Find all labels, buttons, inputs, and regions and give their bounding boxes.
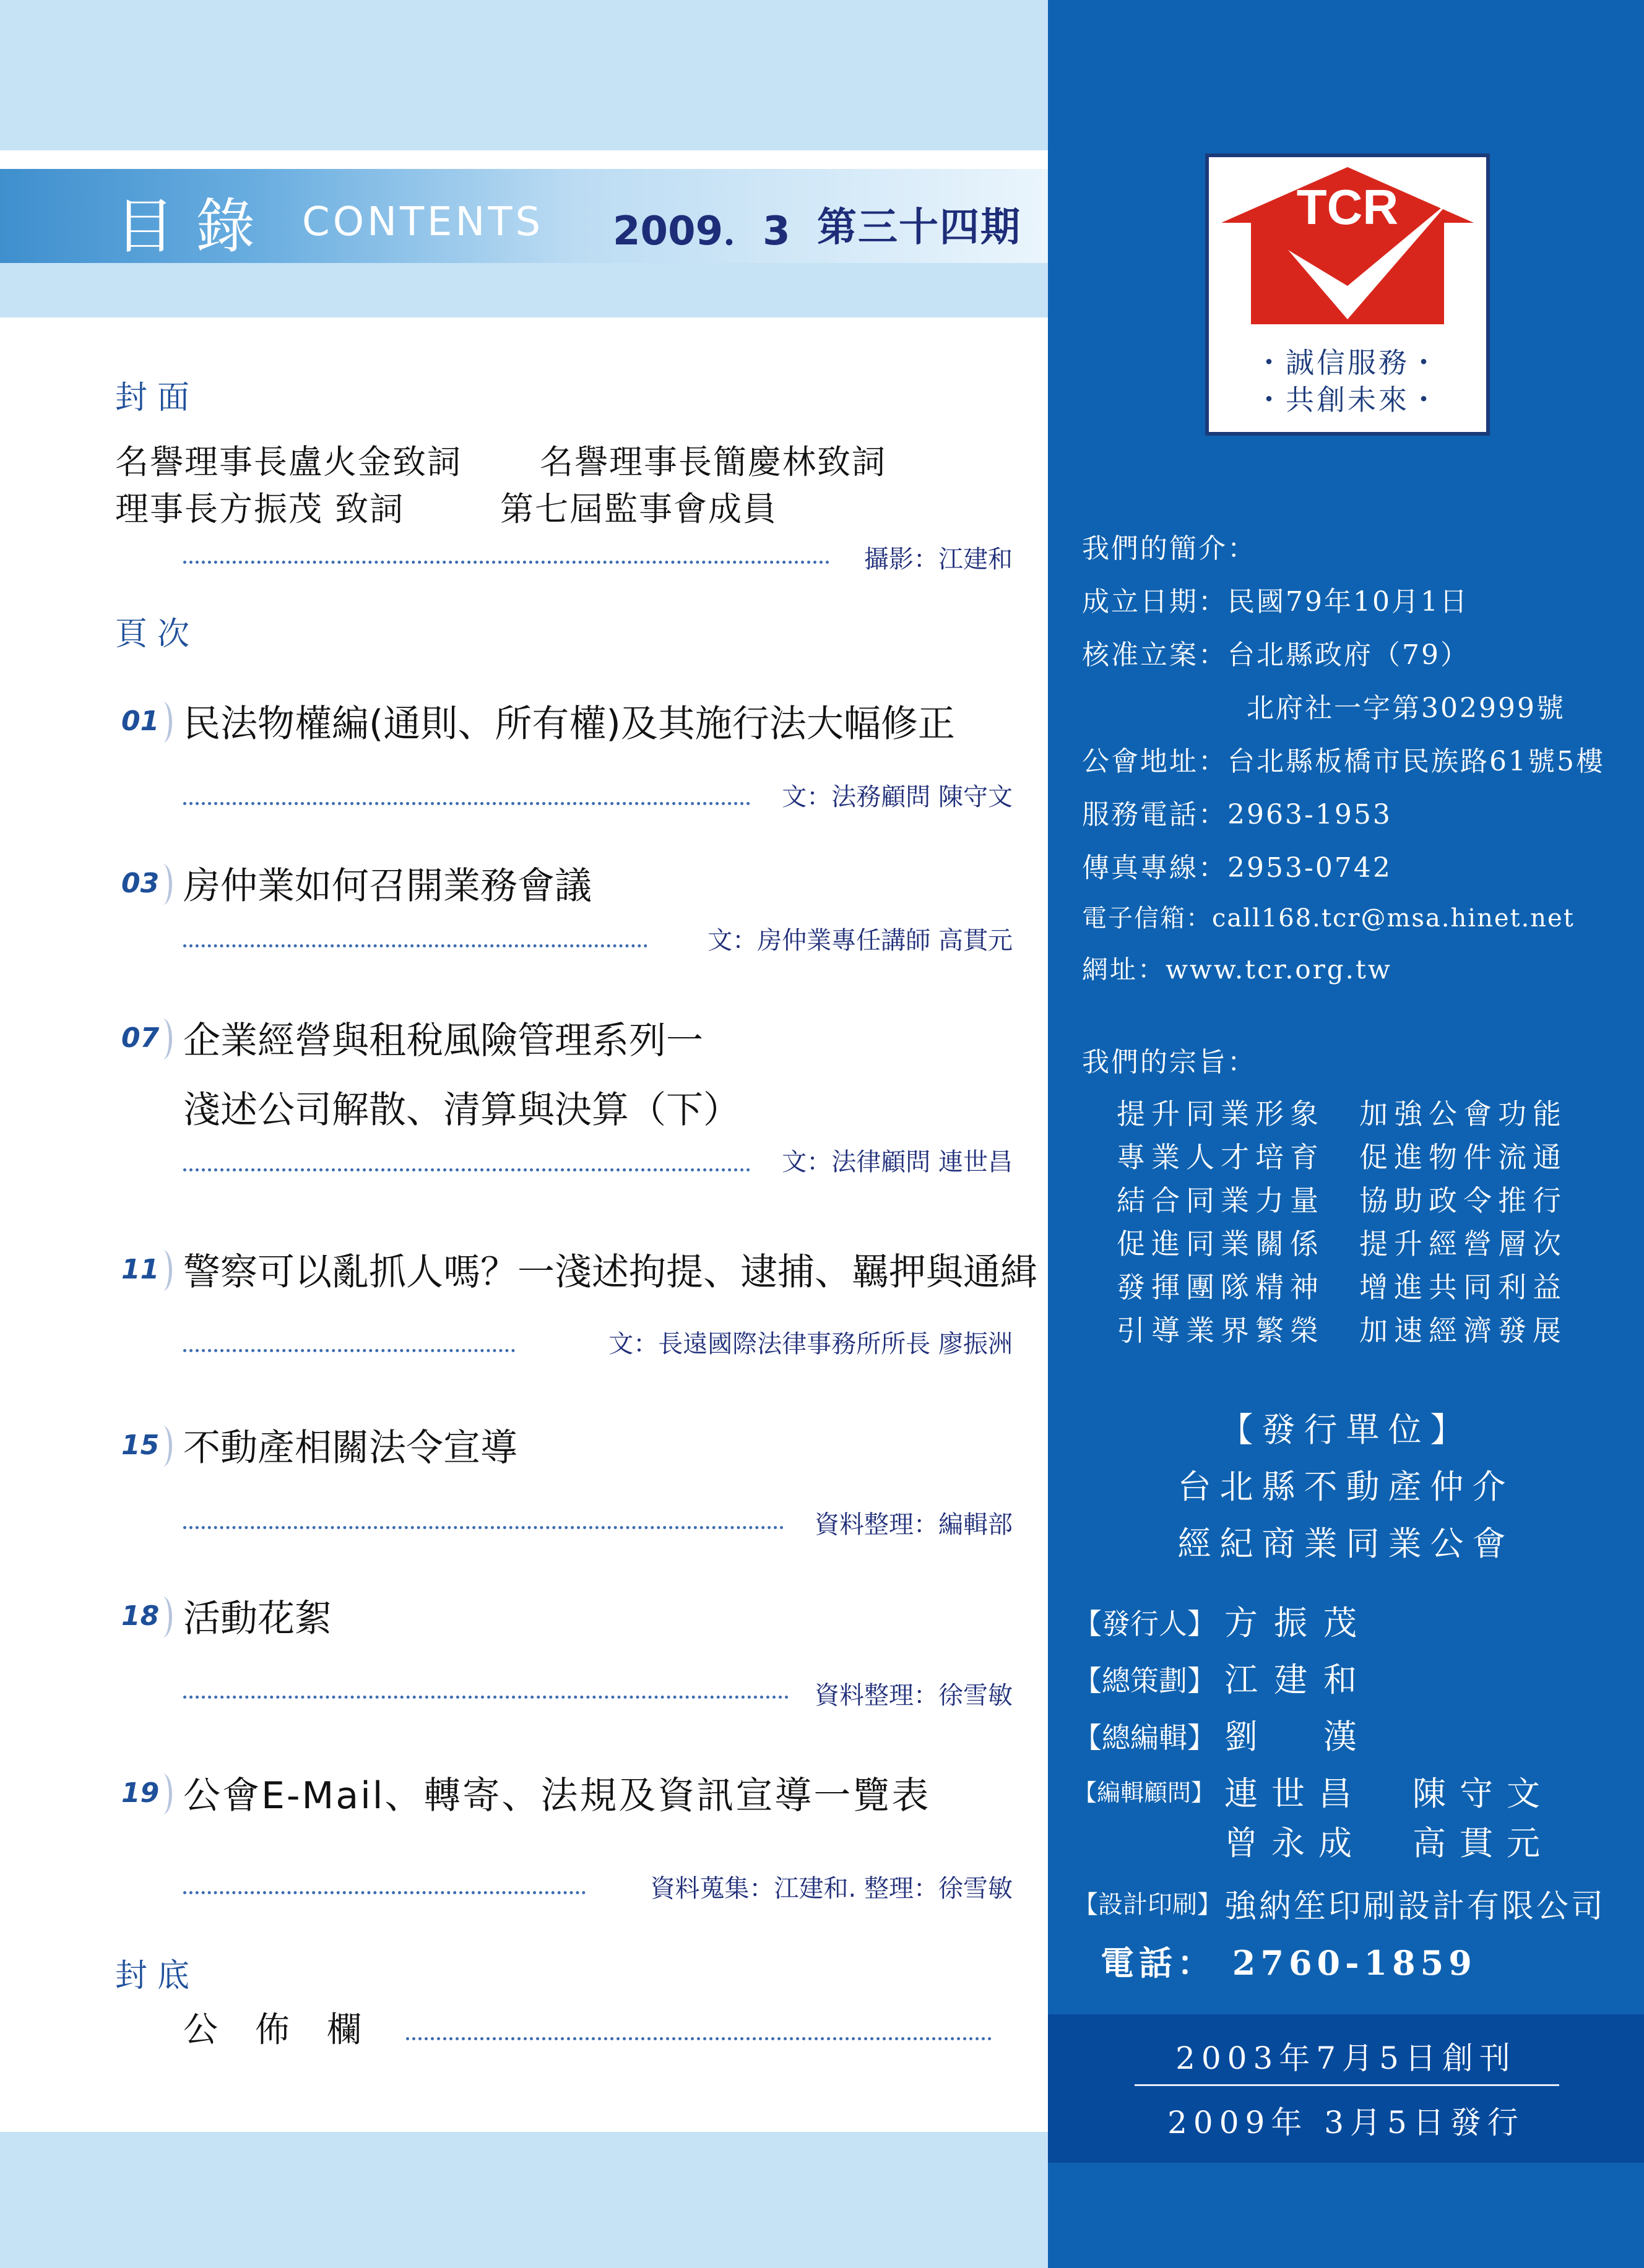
staff-value: 江建和 [1224, 1660, 1373, 1699]
publisher-name: 經紀商業同業公會 [1177, 1524, 1515, 1563]
article-page-number: 15 [121, 1429, 171, 1461]
article-page-number: 03 [121, 868, 171, 899]
back-cover-heading: 封底 [115, 1957, 200, 1994]
article-title[interactable]: 企業經營與租稅風險管理系列一 [183, 1019, 703, 1063]
mission-line: 結合同業力量 協助政令推行 [1117, 1184, 1567, 1217]
leader-dots [183, 561, 829, 564]
article-page-number: 07 [121, 1022, 171, 1054]
article-title[interactable]: 公會E-Mail、轉寄、法規及資訊宣導一覽表 [183, 1774, 931, 1817]
logo-brand: TCR [1296, 179, 1399, 235]
cover-item: 理事長方振茂 致詞 [115, 489, 405, 528]
leader-dots [183, 1349, 515, 1352]
about-heading: 我們的簡介： [1082, 533, 1257, 564]
mission-line: 專業人才培育 促進物件流通 [1117, 1140, 1567, 1174]
print-phone: 電話： 2760-1859 [1101, 1943, 1477, 1983]
publisher-name: 台北縣不動產仲介 [1177, 1467, 1515, 1506]
article-title-line2[interactable]: 淺述公司解散、清算與決算（下） [183, 1089, 740, 1132]
staff-value: 方振茂 [1224, 1603, 1373, 1642]
founded-footer: 2003年7月5日創刊 [1175, 2040, 1516, 2076]
logo-slogan: ・共創未來・ [1255, 383, 1440, 416]
phone: 服務電話：2963-1953 [1082, 799, 1392, 830]
article-page-number: 18 [121, 1600, 171, 1632]
fax: 傳真專線：2953-0742 [1082, 852, 1392, 884]
article-credit: 資料蒐集：江建和. 整理：徐雪敏 [650, 1874, 1013, 1903]
article-page-number: 11 [121, 1254, 171, 1285]
leader-dots [183, 944, 647, 947]
address: 公會地址：台北縣板橋市民族路61號5樓 [1082, 746, 1605, 777]
leader-dots [183, 1891, 586, 1894]
issue-date: 2009．3 [613, 209, 790, 254]
article-title[interactable]: 民法物權編(通則、所有權)及其施行法大幅修正 [183, 702, 955, 746]
top-band [0, 0, 1048, 150]
footer-divider [1135, 2084, 1559, 2086]
approval-number: 北府社一字第302999號 [1247, 692, 1565, 724]
sub-band [0, 263, 1048, 317]
mission-line: 引導業界繁榮 加速經濟發展 [1117, 1314, 1567, 1347]
cover-heading: 封面 [115, 379, 200, 416]
white-strip [0, 150, 1048, 169]
logo-slogan: ・誠信服務・ [1255, 346, 1440, 379]
article-credit: 資料整理：徐雪敏 [815, 1681, 1013, 1710]
leader-dots [183, 1526, 784, 1529]
cover-item: 名譽理事長盧火金致詞 [115, 442, 462, 481]
founded-date: 成立日期：民國79年10月1日 [1082, 586, 1469, 618]
staff-label: 【發行人】 [1073, 1607, 1216, 1641]
issued-footer: 2009年 3月5日發行 [1167, 2105, 1525, 2141]
bottom-band [0, 2132, 1048, 2268]
staff-label: 【總策劃】 [1073, 1664, 1216, 1697]
mission-line: 促進同業關係 提升經營層次 [1117, 1227, 1567, 1261]
publisher-label: 【發行單位】 [1219, 1410, 1473, 1449]
mission-line: 發揮團隊精神 增進共同利益 [1117, 1270, 1567, 1304]
staff-value: 曾永成 高貫元 [1224, 1824, 1554, 1863]
approval-info: 核准立案：台北縣政府（79） [1082, 639, 1469, 671]
leader-dots [406, 2037, 992, 2040]
article-title[interactable]: 活動花絮 [183, 1597, 332, 1641]
article-credit: 文：房仲業專任講師 高貫元 [707, 926, 1013, 955]
article-page-number: 19 [121, 1777, 171, 1809]
cover-item: 名譽理事長簡慶林致詞 [540, 442, 886, 481]
staff-label: 【總編輯】 [1073, 1721, 1216, 1754]
staff-value: 連世昌 陳守文 [1224, 1774, 1554, 1813]
mission-heading: 我們的宗旨： [1082, 1046, 1257, 1078]
leader-dots [183, 1168, 750, 1171]
staff-label: 【設計印刷】 [1073, 1891, 1222, 1919]
article-page-number: 01 [121, 705, 171, 737]
article-credit: 資料整理：編輯部 [815, 1511, 1013, 1539]
article-title[interactable]: 警察可以亂抓人嗎？一淺述拘提、逮捕、羈押與通緝 [183, 1251, 1037, 1294]
mission-line: 提升同業形象 加強公會功能 [1117, 1097, 1567, 1131]
article-credit: 文：法律顧問 連世昌 [782, 1148, 1013, 1176]
leader-dots [183, 1696, 789, 1699]
cover-item: 第七屆監事會成員 [500, 489, 777, 528]
logo-box [1205, 153, 1490, 436]
article-title[interactable]: 房仲業如何召開業務會議 [183, 865, 592, 908]
email-link[interactable]: 電子信箱：call168.tcr@msa.hinet.net [1082, 904, 1575, 933]
issue-number: 第三十四期 [817, 205, 1021, 251]
article-title[interactable]: 不動產相關法令宣導 [183, 1426, 517, 1470]
website-link[interactable]: 網址：www.tcr.org.tw [1082, 954, 1392, 985]
leader-dots [183, 802, 750, 805]
staff-value: 強納笙印刷設計有限公司 [1224, 1888, 1606, 1925]
contents-title-en: CONTENTS [302, 199, 544, 245]
contents-title-cn: 目錄 [115, 192, 276, 261]
bulletin-board-item[interactable]: 公佈欄 [183, 2010, 399, 2050]
staff-label: 【編輯顧問】 [1073, 1779, 1215, 1806]
article-credit: 文：法務顧問 陳守文 [782, 783, 1013, 811]
staff-value: 劉 漢 [1224, 1717, 1373, 1756]
article-credit: 文：長遠國際法律事務所所長 廖振洲 [608, 1330, 1013, 1358]
pages-heading: 頁次 [115, 616, 200, 653]
cover-credit: 攝影：江建和 [864, 545, 1013, 574]
